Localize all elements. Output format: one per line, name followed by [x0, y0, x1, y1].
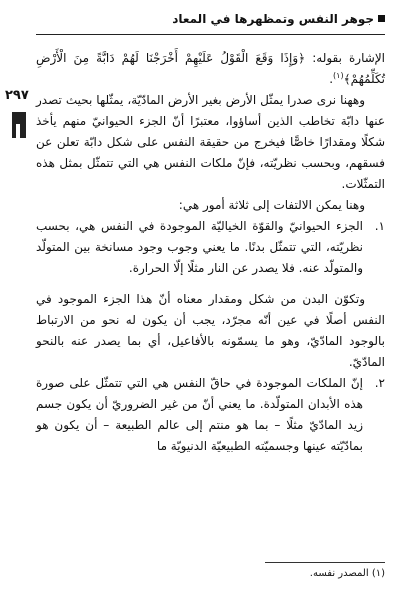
list-item-text: إنّ الملكات الموجودة في حاقّ النفس هي التي تتمثّل على صورة هذه الأبدان المتولّدة. ما يعني أنّ من غير الضروريّ أن يكون جسم زيد المادّيّ مثلًا – بما هو منتم إلى عالم الطبيعة – أن يكون هو بمادّيّته عينها وجسميّته الطبيعيّة الدنيويّة ما [36, 376, 363, 453]
footnote: (١) المصدر نفسه. [309, 568, 385, 579]
intro-text: الإشارة بقوله: ﴿وَإِذَا وَقَعَ الْقَوْلُ عَلَيْهِمْ أَخْرَجْنَا لَهُمْ دَابَّةً مِنَ الْأَرْضِ تُكَلِّمُهُمْ﴾ [36, 51, 385, 86]
list-item-text: الجزء الحيوانيّ والقوّة الخياليّة الموجودة في النفس هي، بحسب نظريّته، التي تتمثّل بدنًا. ما يعني وجوب وجود مسانخة بين المتولّد والمتولّد عنه. فلا يصدر عن النار مثلًا إلّا الحرارة. [36, 219, 363, 275]
intro-paragraph: الإشارة بقوله: ﴿وَإِذَا وَقَعَ الْقَوْلُ عَلَيْهِمْ أَخْرَجْنَا لَهُمْ دَابَّةً مِنَ الْأَرْضِ تُكَلِّمُهُمْ﴾$^{(١)}$. [36, 51, 385, 86]
paragraph-2: وهنا يمكن الالتفات إلى ثلاثة أمور هي: [178, 198, 365, 212]
footnote-ref: (١) [333, 71, 344, 80]
header-rule [36, 34, 385, 35]
margin-tab-icon [10, 112, 28, 138]
header-title-text: جوهر النفس وتمظهرها في المعاد [172, 12, 374, 26]
page-body [36, 48, 385, 457]
running-header [172, 12, 385, 26]
footnote-rule [265, 562, 385, 563]
list-item-1-continuation: وتكوّن البدن من شكل ومقدار معناه أنّ هذا الجزء الموجود في النفس أصلًا في عين أنّه مجرّد، يجب أن يكون له نحو من الارتباط بالوجود المادّيّ، وهو ما يسمّونه بالأفاعيل، أي بما يصدر عنه بالنحو المادّيّ. [36, 292, 385, 369]
list-item-number: ١. [374, 219, 385, 233]
paragraph-1: وههنا نرى صدرا يمثّل الأرض بغير الأرض المادّيّة، يمثّلها بحيث تصدر عنها دابّة تخاطب الذين أساؤوا، معتبرًا أنّ الجزء الحيوانيّ منهم يأخذ شكلًا ومقدارًا خاصًّا فيخرج من حقيقة النفس على شكل دابّة تعلن عن فسقهم، وبحسب نظريّته، فإنّ ملكات النفس هي التي تتمثّل بمثل هذه التمثّلات. [36, 93, 385, 191]
list-item-number: ٢. [374, 376, 385, 390]
page-number: ٢٩٧ [5, 88, 29, 103]
header-square-icon [378, 15, 385, 22]
list-item-2 [36, 373, 385, 457]
list-item-1 [36, 216, 385, 279]
